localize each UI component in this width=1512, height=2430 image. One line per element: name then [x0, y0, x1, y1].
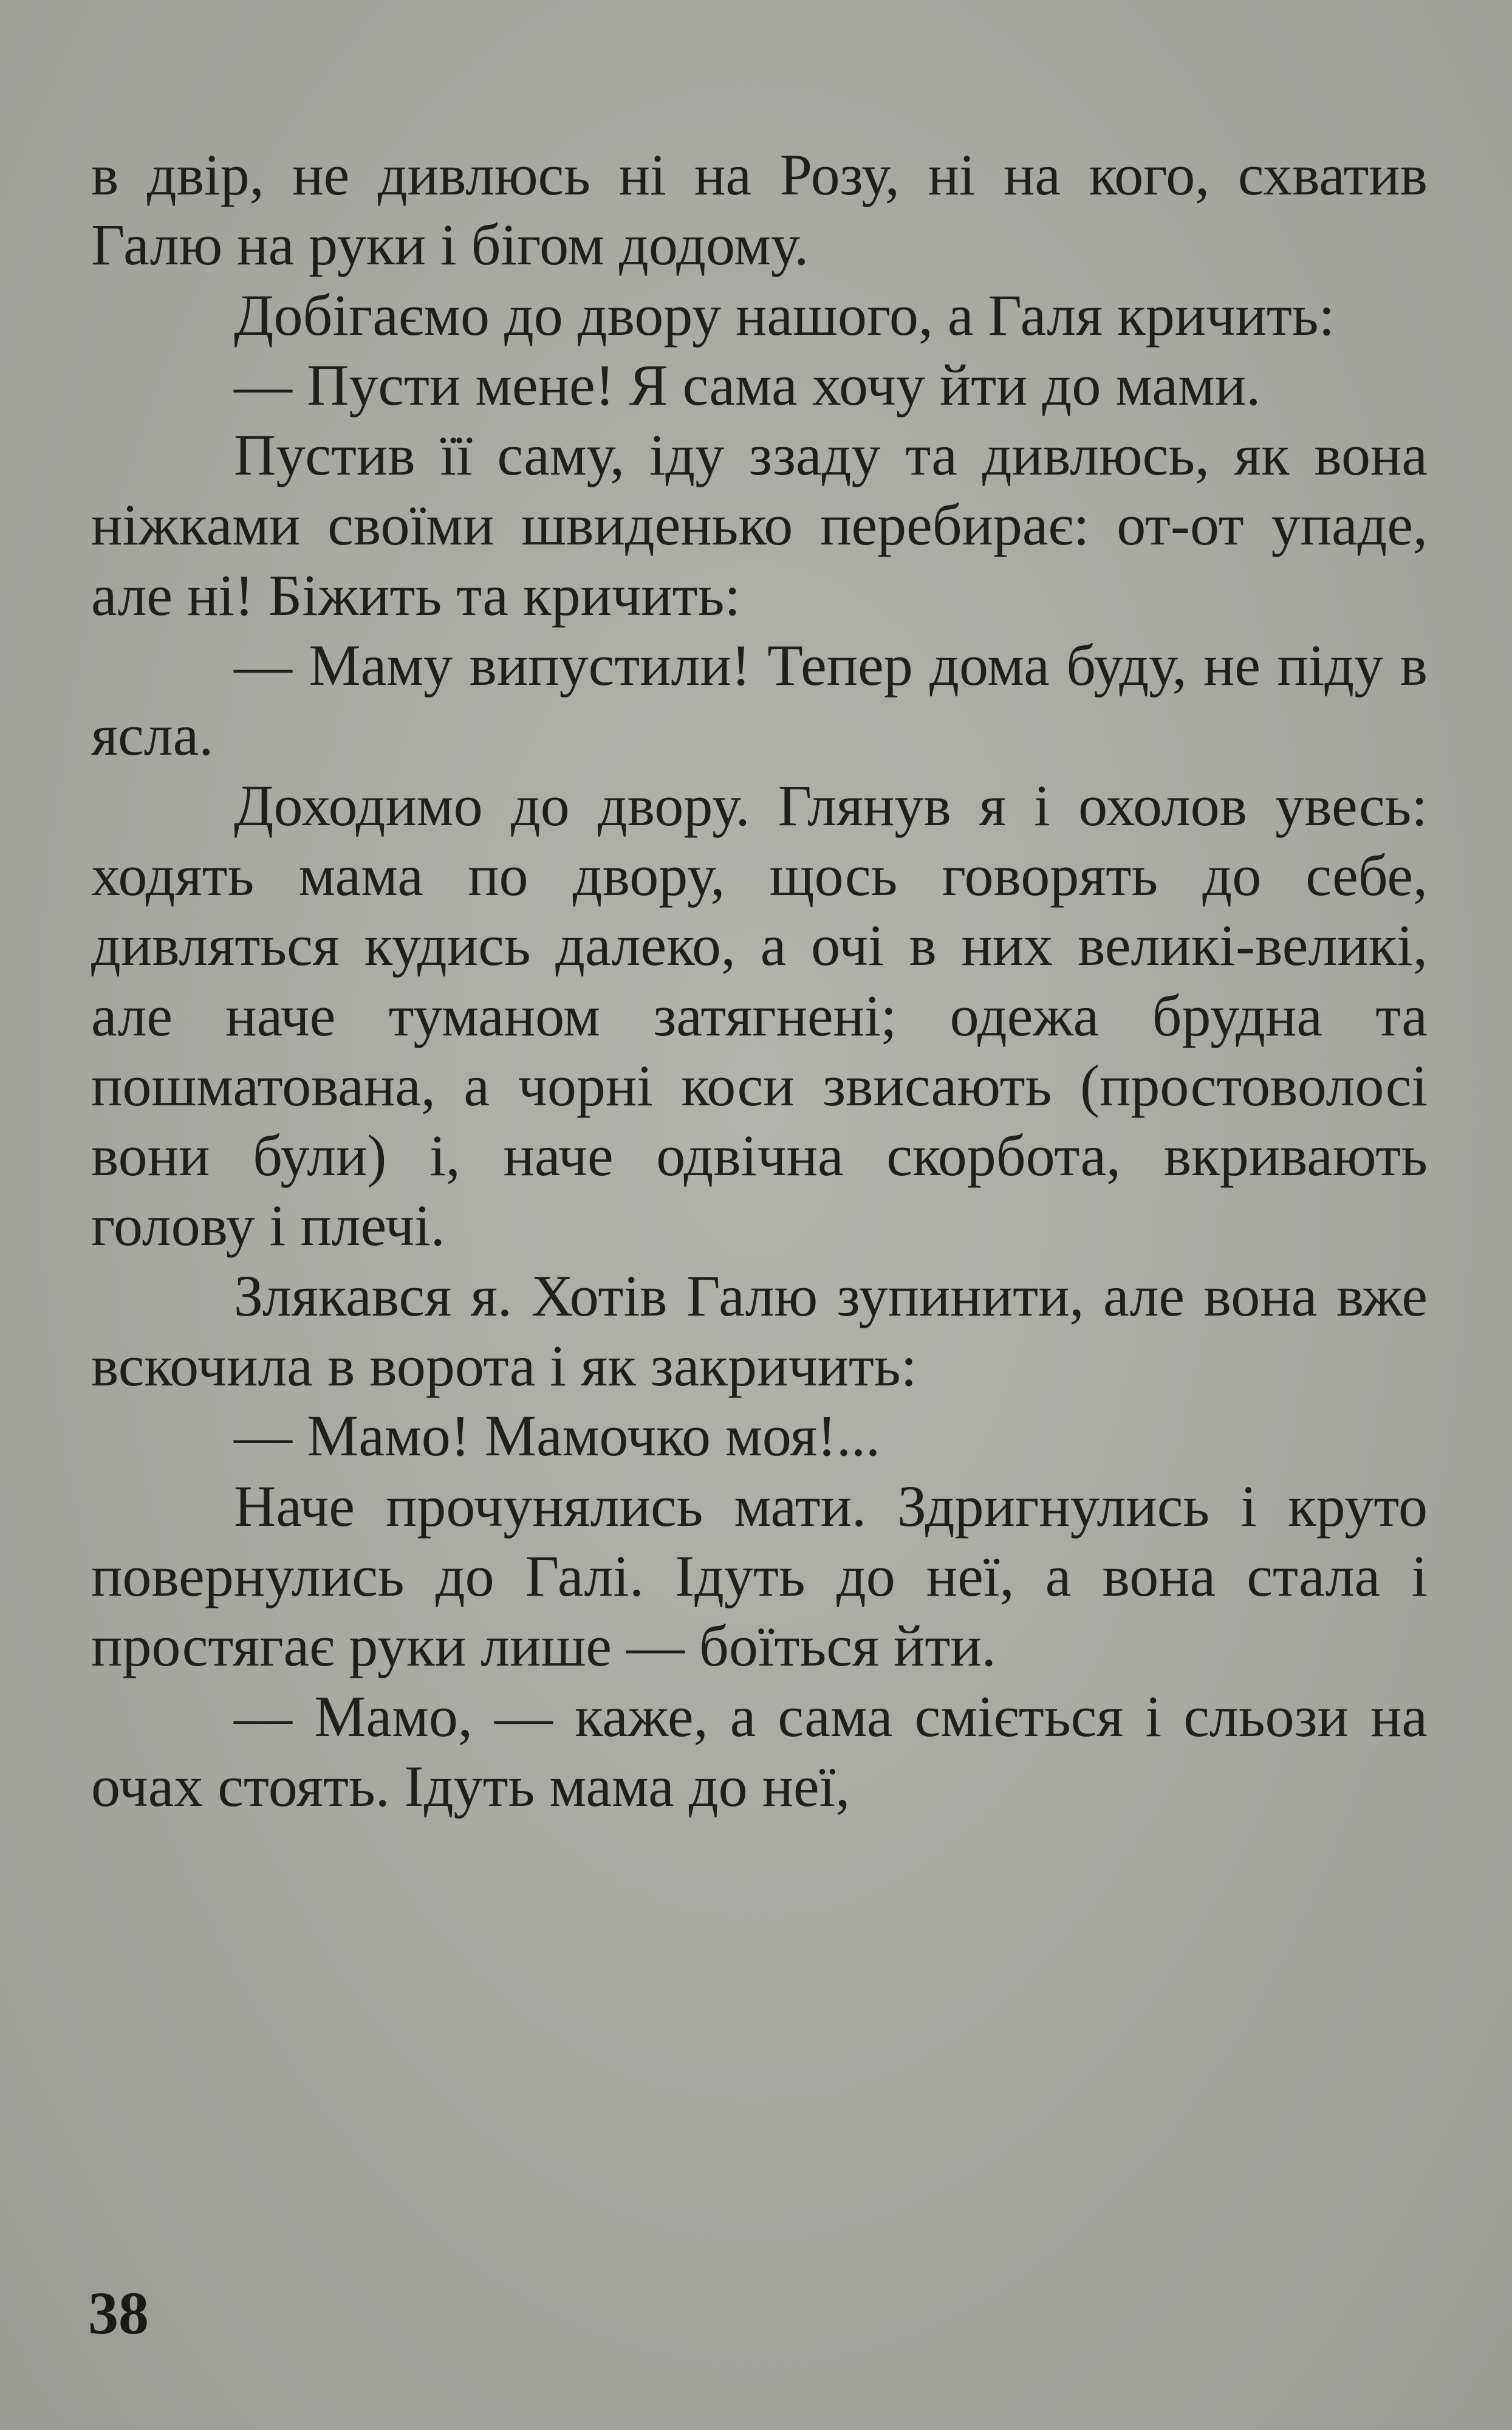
paragraph-10: — Мамо, — каже, а сама сміється і сльози на очах стоять. Ідуть мама до неї,	[91, 1683, 1428, 1819]
paragraph-5: — Маму випустили! Тепер дома буду, не піду в ясла.	[91, 633, 1428, 768]
body-text	[91, 140, 1428, 1821]
paragraph-7: Злякався я. Хотів Галю зупинити, але вона вже вскочила в ворота і як закричить:	[91, 1263, 1428, 1399]
page-number: 38	[88, 2279, 149, 2347]
paragraph-2: Добігаємо до двору нашого, а Галя кричить:	[234, 282, 1335, 348]
paragraph-1: в двір, не дивлюсь ні на Розу, ні на кого, схватив Галю на руки і бігом додому.	[91, 142, 1428, 278]
paragraph-8: — Мамо! Мамочко моя!...	[234, 1403, 881, 1469]
paragraph-6: Доходимо до двору. Глянув я і охолов увесь: ходять мама по двору, щось говорять до себе, дивляться кудись далеко, а очі в них великі-великі, але наче туманом затягнені; одежа брудна та пошматована, а чорні коси звисають (простоволосі вони були) і, наче одвічна скорбота, вкривають голову і плечі.	[91, 772, 1428, 1258]
paragraph-4: Пустив її саму, іду ззаду та дивлюсь, як вона ніжками своїми швиденько перебирає: от-от упаде, але ні! Біжить та кричить:	[91, 422, 1428, 628]
paragraph-3: — Пусти мене! Я сама хочу йти до мами.	[234, 352, 1261, 417]
paragraph-9: Наче прочунялись мати. Здригнулись і круто повернулись до Галі. Ідуть до неї, а вона стала і простягає руки лише — боїться йти.	[91, 1473, 1428, 1679]
